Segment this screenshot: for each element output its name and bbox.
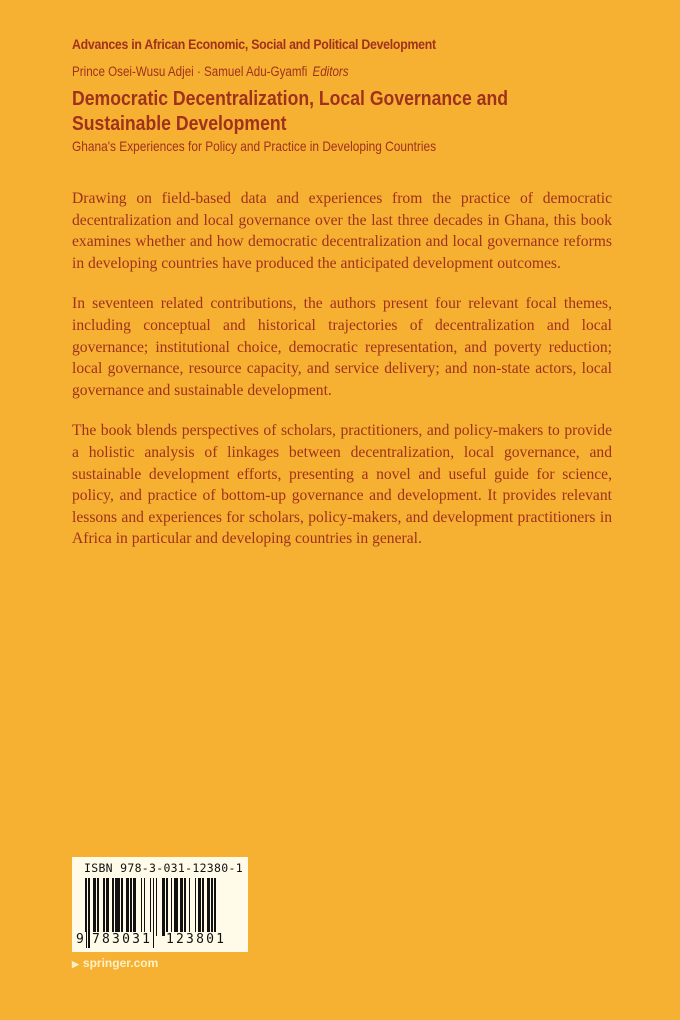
publisher-link[interactable] [72,956,158,970]
series-title: Advances in African Economic, Social and Political Development [72,36,436,52]
barcode-right-digits: 123801 [166,932,227,947]
barcode-left-digits: 783031 [92,932,153,947]
book-subtitle: Ghana's Experiences for Policy and Practice in Developing Countries [72,138,437,154]
book-title: Democratic Decentralization, Local Governance and Sustainable Development [72,87,508,135]
barcode-lead-digit: 9 [76,932,87,947]
editor-names: Prince Osei-Wusu Adjei · Samuel Adu-Gyamfi [72,64,308,79]
publisher-url: springer.com [82,956,159,970]
blurb-paragraph: The book blends perspectives of scholars, practitioners, and policy-makers to provide a holistic analysis of linkages between decentralization, local governance, and sustainable development efforts, presenting a novel and useful guide for science, policy, and practice of bottom-up governance and development. It provides relevant lessons and experiences for scholars, policy-makers, and development practitioners in Africa in particular and developing countries in general. [72,422,612,548]
isbn-barcode [72,857,248,952]
arrow-right-icon: ▶ [72,959,79,969]
editors-role: Editors [312,64,349,79]
blurb-paragraph: Drawing on field-based data and experiences from the practice of democratic decentralization and local governance over the last three decades in Ghana, this book examines whether and how democratic decentralization and local governance reforms in developing countries have produced the anticipated development outcomes. [72,190,612,272]
isbn-label: ISBN 978-3-031-12380-1 [84,861,243,875]
editors-line [72,64,349,79]
back-cover-blurb [72,188,612,569]
blurb-paragraph: In seventeen related contributions, the authors present four relevant focal themes, including conceptual and historical trajectories of decentralization and local governance; institutional choice, democratic representation, and poverty reduction; local governance, resource capacity, and service delivery; and non-state actors, local governance and sustainable development. [72,295,612,399]
